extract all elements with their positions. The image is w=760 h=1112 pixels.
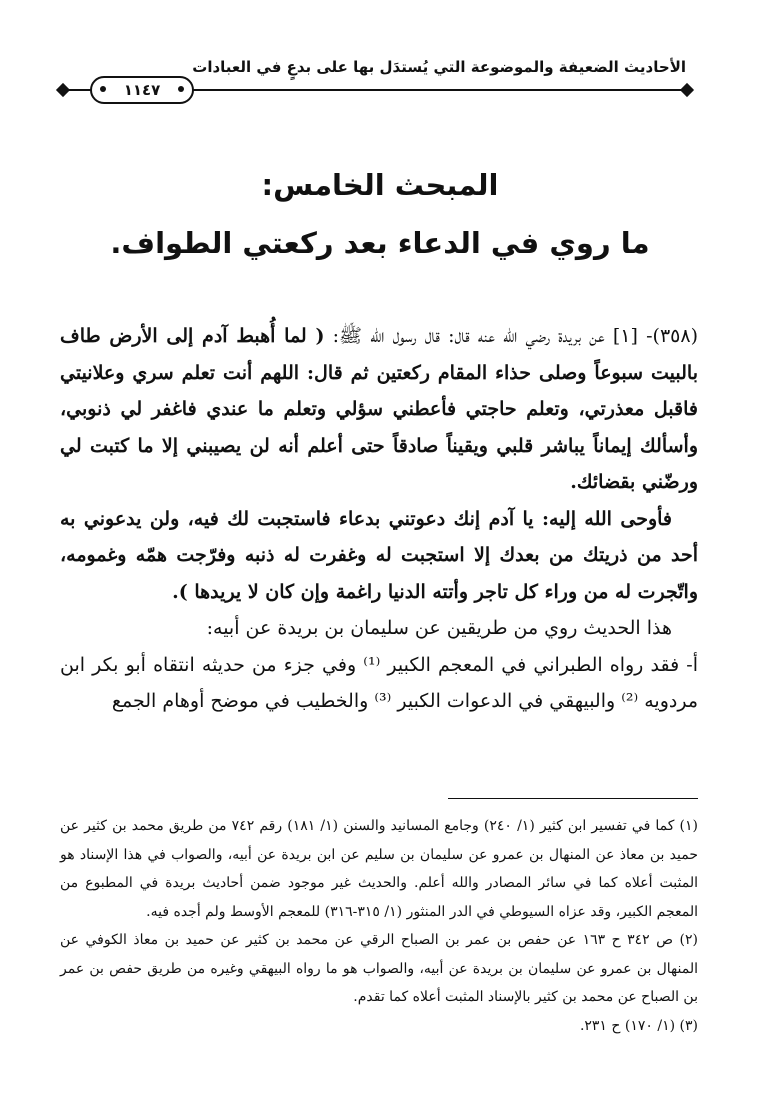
paragraph-revelation: فأوحى الله إليه: يا آدم إنك دعوتني بدعاء فاستجبت لك فيه، ولن يدعوني به أحد من ذريتك من بعدك إلا استجبت له وغفرت له ذنبه وفرّجت همّه وغمومه، واتّجرت له من وراء كل تاجر وأتته الدنيا راغمة وإن كان لا يريدها ). [60, 507, 698, 603]
main-text [60, 318, 698, 720]
hadith-text: ( لما أُهبط آدم إلى الأرض طاف بالبيت سبوعاً وصلى حذاء المقام ركعتين ثم قال: اللهم أنت تعلم سري وعلانيتي فاقبل معذرتي، وتعلم حاجتي فأعطني سؤلي وتعلم ما عندي فاغفر لي ذنوبي، وأسألك إيماناً يباشر قلبي ويقيناً صادقاً حتى أعلم أنه لن يصيبني إلا ما كتبت لي ورضّني بقضائك. [60, 325, 698, 493]
page-number: ١١٤٧ [90, 76, 194, 104]
rule-diamond-left [56, 83, 70, 97]
rule-diamond-right [680, 83, 694, 97]
paragraph-hadith [60, 318, 698, 501]
footnote-2: (٢) ص ٣٤٢ ح ١٦٣ عن حفص بن عمر بن الصباح الرقي عن محمد بن كثير عن حميد بن معاذ الكوفي عن المنهال بن عمرو عن سليمان بن بريدة عن أبيه، والصواب هو ما رواه البيهقي وغيره من طريق حفص بن عمر بن الصباح عن محمد بن كثير بالإسناد المثبت أعلاه كما تقدم. [60, 932, 698, 1005]
footnote-3: (٣) (١/ ١٧٠) ح ٢٣١. [579, 1017, 698, 1034]
hadith-intro: (٣٥٨)- [١] عن بريدة رضي الله عنه قال: قال رسول الله ﷺ: [324, 325, 698, 347]
running-header [50, 48, 690, 100]
footnotes [60, 812, 698, 1040]
section-subtitle: ما روي في الدعاء بعد ركعتي الطواف. [110, 226, 650, 260]
footnote-1: (١) كما في تفسير ابن كثير (١/ ٢٤٠) وجامع المسانيد والسنن (١/ ١٨١) رقم ٧٤٢ من طريق محمد بن كثير عن حميد بن معاذ عن المنهال بن عمرو عن سليمان بن سليم عن ابن بريدة عن أبيه، والصواب في هذا الإسناد هو المثبت أعلاه كما في سائر المصادر والله أعلم. والحديث غير موجود ضمن أحاديث بريدة في المطبوع من المعجم الكبير، وقد عزاه السيوطي في الدر المنثور (١/ ٣١٥-٣١٦) للمعجم الأوسط ولم أجده فيه. [60, 818, 699, 920]
paragraph-sources: أ- فقد رواه الطبراني في المعجم الكبير ⁽¹⁾ وفي جزء من حديثه انتقاه أبو بكر ابن مردويه ⁽²⁾ والبيهقي في الدعوات الكبير ⁽³⁾ والخطيب في موضح أوهام الجمع [60, 653, 699, 712]
paragraph-routes: هذا الحديث روي من طريقين عن سليمان بن بريدة عن أبيه: [206, 617, 672, 639]
header-title: الأحاديث الضعيفة والموضوعة التي يُستدَل بها على بدعٍ في العبادات [192, 58, 686, 76]
section-heading: المبحث الخامس: [261, 168, 499, 202]
footnote-separator [448, 798, 698, 799]
